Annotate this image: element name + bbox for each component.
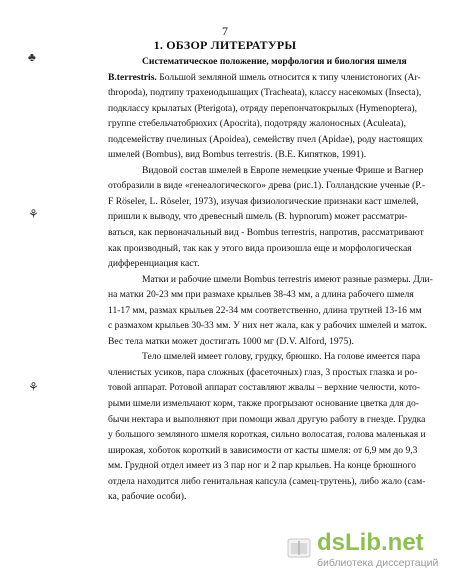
text-line: подклассу крылатых (Pterigota), отряду перепончатокрылых (Hymenoptera), — [108, 102, 417, 114]
text-line: мм. Грудной отдел имеет из 3 пар ног и 2 пар крыльев. На конце брюшного — [108, 460, 416, 472]
text-line: бычи нектара и выполняют при помощи жвал другую работу в гнезде. Грудка — [108, 413, 426, 425]
text-line: пришли к выводу, что древесный шмель (B. hypnorum) может рассматри- — [108, 211, 408, 223]
text-line: ваться, как первоначальный вид - Bombus terrestris, напротив, рассматривают — [108, 227, 424, 239]
text-line: отдела находится либо генитальная капсула (самец-трутень), либо жало (сам- — [108, 475, 426, 487]
text-line: thropoda), подтипу трахеиодышащих (Tracheata), классу насекомых (Insecta), — [108, 87, 422, 99]
text-line: рыми шмели измельчают корм, также прогрызают основание цветка для до- — [108, 398, 420, 410]
body-text — [108, 54, 433, 505]
text-line: с размахом крыльев 30-33 мм. У них нет жала, как у рабочих шмелей и маток. — [108, 320, 428, 332]
text-line: Тело шмелей имеет голову, грудку, брюшко. На голове имеется пара — [142, 351, 421, 363]
bold-species: B.terrestris. — [108, 71, 157, 83]
watermark-name: dsLib.net — [317, 529, 424, 556]
text-line: у большого земляного шмеля короткая, сильно волосатая, голова маленькая и — [108, 429, 426, 441]
page-number: 7 — [222, 24, 228, 38]
paragraph-sizes — [108, 272, 433, 350]
text-span: Большой земляной шмель относится к типу членистоногих (Ar- — [156, 71, 421, 83]
text-line: ка, рабочие особи). — [108, 491, 187, 503]
text-line: шмелей (Bombus), вид Bombus terrestris. (В.Е. Кипятков, 1991). — [108, 149, 367, 161]
dslib-logo-icon — [285, 534, 313, 562]
text-line — [108, 70, 433, 86]
margin-mark: ⚘ — [28, 380, 39, 394]
text-line: дифференциация каст. — [108, 258, 200, 270]
text-line: товой аппарат. Ротовой аппарат составляют жвалы – верхние челюсти, кото- — [108, 382, 420, 394]
text-line: членистых усиков, пара сложных (фасеточных) глаз, 3 простых глазка и ро- — [108, 366, 418, 378]
margin-mark: ⚘ — [28, 207, 39, 221]
text-line: Систематическое положение, морфология и биология шмеля — [142, 56, 407, 67]
text-line: F Röseler, L. Röseler, 1973), изучая физиологические признаки каст шмелей, — [108, 195, 419, 207]
text-line: группе стебельчатобрюхих (Apocrita), подотряду жалоносных (Aculeata), — [108, 118, 406, 130]
text-line: отобразили в виде «генеалогического» древа (рис.1). Голландские ученые (P.- — [108, 180, 426, 192]
watermark-subtitle: библиотека диссертаций — [317, 557, 439, 569]
text-line: Вес тела матки может достигать 1000 мг (D.V. Alford, 1975). — [108, 335, 354, 347]
paragraph-anatomy — [108, 349, 433, 504]
dslib-watermark[interactable] — [285, 527, 445, 573]
page-title: 1. ОБЗОР ЛИТЕРАТУРЫ — [153, 38, 297, 52]
paragraph-systematics — [108, 54, 433, 163]
paragraph-species-composition — [108, 163, 433, 272]
text-line: подсемейству пчелиных (Apoidea), семейству пчел (Apidae), роду настоящих — [108, 133, 423, 145]
text-line: широкая, хоботок короткий в зависимости от касты шмеля: от 6,9 мм до 9,3 — [108, 444, 418, 456]
text-line: 11-17 мм, размах крыльев 22-34 мм соответственно, длина трутней 13-16 мм — [108, 304, 422, 316]
text-line: Матки и рабочие шмели Bombus terrestris имеют разные размеры. Дли- — [142, 273, 433, 285]
text-line: Видовой состав шмелей в Европе немецкие ученые Фрише и Вагнер — [142, 164, 424, 176]
text-line: на матки 20-23 мм при размахе крыльев 38-43 мм, а длина рабочего шмеля — [108, 289, 414, 301]
text-line: как производный, так как у этого вида произошла еще и морфологическая — [108, 242, 412, 254]
margin-mark: ♣ — [28, 50, 36, 64]
